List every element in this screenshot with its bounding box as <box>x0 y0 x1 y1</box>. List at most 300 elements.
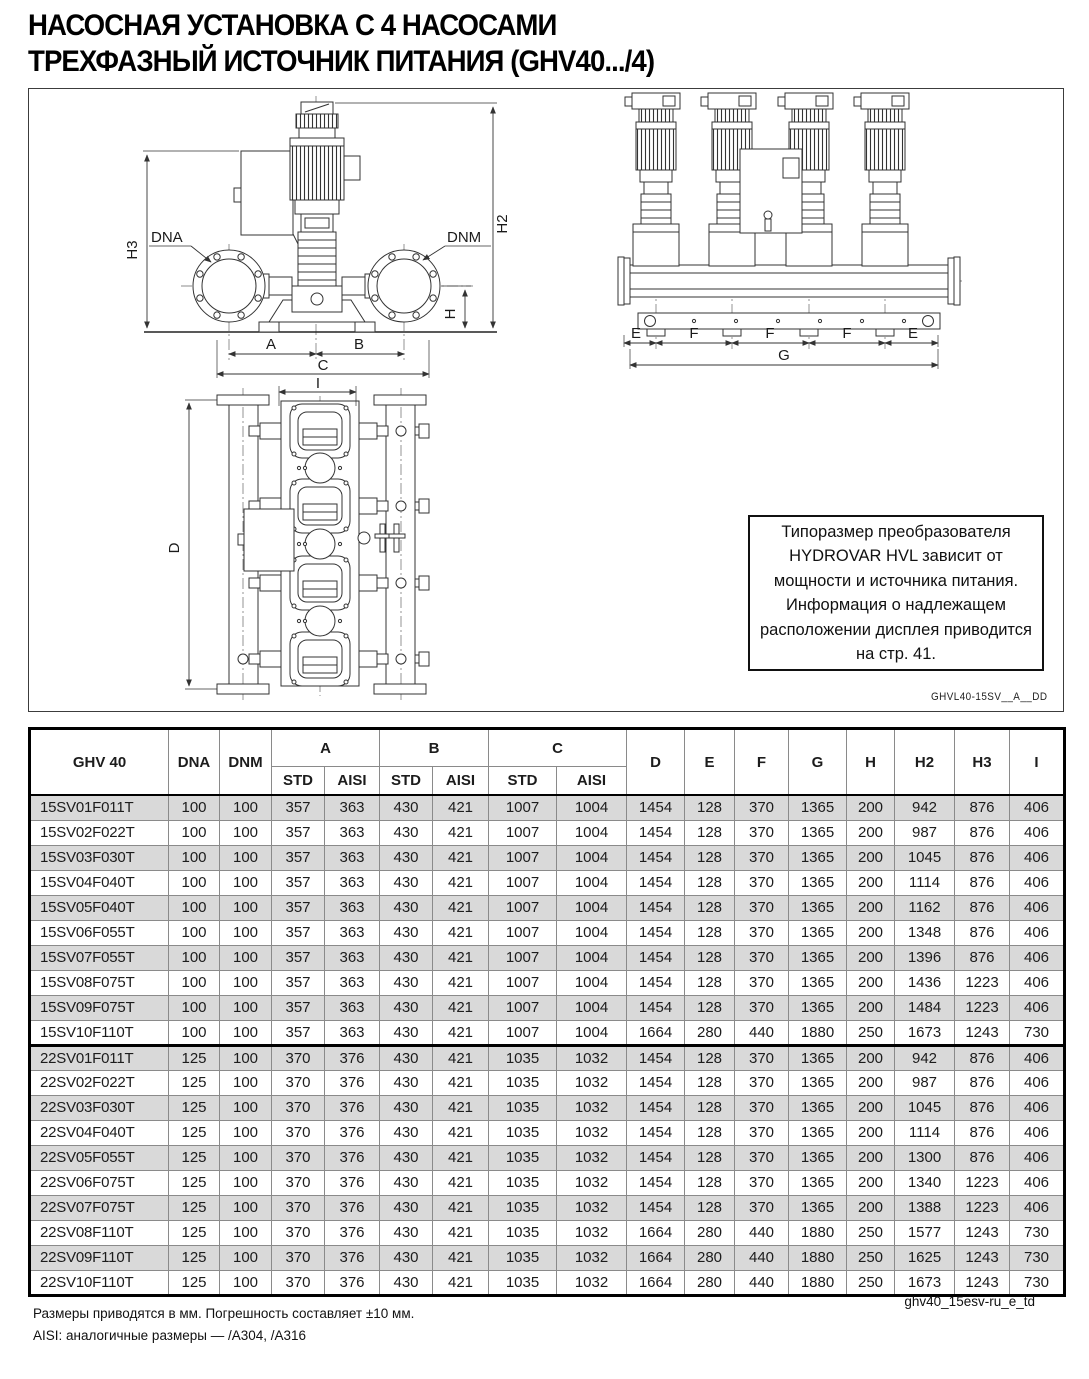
model-cell: 15SV05F040T <box>30 895 169 920</box>
header-e: E <box>685 729 735 796</box>
value-cell: 363 <box>325 845 380 870</box>
value-cell: 128 <box>685 1170 735 1195</box>
header-h3: H3 <box>955 729 1010 796</box>
page-title-line2: ТРЕХФАЗНЫЙ ИСТОЧНИК ПИТАНИЯ (GHV40.../4) <box>28 45 655 78</box>
table-row <box>30 1070 1065 1095</box>
value-cell: 406 <box>1010 920 1065 945</box>
dimensions-table <box>28 727 1066 1297</box>
value-cell: 406 <box>1010 1120 1065 1145</box>
dim-label-c: C <box>317 357 329 374</box>
value-cell: 1673 <box>895 1020 955 1045</box>
value-cell: 125 <box>169 1070 220 1095</box>
header-d: D <box>627 729 685 796</box>
value-cell: 1365 <box>789 895 847 920</box>
value-cell: 128 <box>685 1145 735 1170</box>
dim-label-i: I <box>315 376 321 392</box>
value-cell: 1365 <box>789 995 847 1020</box>
value-cell: 128 <box>685 1195 735 1220</box>
value-cell: 200 <box>847 945 895 970</box>
value-cell: 987 <box>895 820 955 845</box>
value-cell: 370 <box>735 970 789 995</box>
value-cell: 1365 <box>789 1045 847 1070</box>
value-cell: 370 <box>272 1170 325 1195</box>
value-cell: 1365 <box>789 970 847 995</box>
value-cell: 730 <box>1010 1245 1065 1270</box>
value-cell: 1007 <box>489 820 557 845</box>
page-title <box>28 8 709 80</box>
value-cell: 128 <box>685 995 735 1020</box>
value-cell: 280 <box>685 1245 735 1270</box>
dim-label-dna: DNA <box>151 229 183 246</box>
value-cell: 370 <box>735 1195 789 1220</box>
value-cell: 100 <box>169 970 220 995</box>
value-cell: 200 <box>847 820 895 845</box>
value-cell: 376 <box>325 1070 380 1095</box>
value-cell: 987 <box>895 1070 955 1095</box>
value-cell: 1035 <box>489 1070 557 1095</box>
value-cell: 100 <box>220 845 272 870</box>
value-cell: 250 <box>847 1270 895 1295</box>
model-cell: 22SV07F075T <box>30 1195 169 1220</box>
value-cell: 363 <box>325 895 380 920</box>
value-cell: 100 <box>169 920 220 945</box>
plan-view-drawing <box>151 376 481 706</box>
value-cell: 1880 <box>789 1270 847 1295</box>
value-cell: 421 <box>433 1120 489 1145</box>
value-cell: 100 <box>169 845 220 870</box>
value-cell: 430 <box>380 1020 433 1045</box>
value-cell: 1454 <box>627 995 685 1020</box>
value-cell: 1007 <box>489 995 557 1020</box>
value-cell: 1004 <box>557 845 627 870</box>
value-cell: 1032 <box>557 1095 627 1120</box>
value-cell: 250 <box>847 1020 895 1045</box>
note-line: на стр. 41. <box>856 645 936 663</box>
value-cell: 128 <box>685 845 735 870</box>
value-cell: 200 <box>847 1120 895 1145</box>
value-cell: 430 <box>380 1045 433 1070</box>
value-cell: 406 <box>1010 995 1065 1020</box>
note-line: расположении дисплея приводится <box>760 620 1032 639</box>
value-cell: 200 <box>847 1045 895 1070</box>
value-cell: 376 <box>325 1145 380 1170</box>
value-cell: 200 <box>847 795 895 820</box>
table-row <box>30 995 1065 1020</box>
subheader-a-aisi: AISI <box>325 767 380 796</box>
value-cell: 1396 <box>895 945 955 970</box>
value-cell: 370 <box>735 1070 789 1095</box>
value-cell: 100 <box>220 1120 272 1145</box>
value-cell: 1035 <box>489 1195 557 1220</box>
value-cell: 730 <box>1010 1220 1065 1245</box>
value-cell: 430 <box>380 1245 433 1270</box>
value-cell: 1454 <box>627 1045 685 1070</box>
value-cell: 250 <box>847 1245 895 1270</box>
value-cell: 100 <box>169 795 220 820</box>
value-cell: 200 <box>847 870 895 895</box>
value-cell: 1365 <box>789 920 847 945</box>
table-row <box>30 1120 1065 1145</box>
value-cell: 128 <box>685 920 735 945</box>
value-cell: 100 <box>220 945 272 970</box>
model-cell: 15SV01F011T <box>30 795 169 820</box>
value-cell: 406 <box>1010 1045 1065 1070</box>
value-cell: 1454 <box>627 1070 685 1095</box>
value-cell: 1454 <box>627 820 685 845</box>
subheader-a-std: STD <box>272 767 325 796</box>
value-cell: 1365 <box>789 1070 847 1095</box>
value-cell: 1045 <box>895 845 955 870</box>
value-cell: 406 <box>1010 1195 1065 1220</box>
value-cell: 440 <box>735 1270 789 1295</box>
value-cell: 1004 <box>557 995 627 1020</box>
table-row <box>30 1045 1065 1070</box>
value-cell: 100 <box>220 1220 272 1245</box>
value-cell: 1032 <box>557 1070 627 1095</box>
value-cell: 1004 <box>557 1020 627 1045</box>
value-cell: 100 <box>220 870 272 895</box>
table-row <box>30 795 1065 820</box>
model-cell: 22SV10F110T <box>30 1270 169 1295</box>
value-cell: 370 <box>735 945 789 970</box>
value-cell: 1454 <box>627 1120 685 1145</box>
value-cell: 421 <box>433 920 489 945</box>
side-view-drawing <box>616 91 1036 381</box>
value-cell: 357 <box>272 1020 325 1045</box>
value-cell: 421 <box>433 1070 489 1095</box>
value-cell: 406 <box>1010 970 1065 995</box>
value-cell: 1035 <box>489 1220 557 1245</box>
model-cell: 15SV10F110T <box>30 1020 169 1045</box>
value-cell: 406 <box>1010 1070 1065 1095</box>
value-cell: 406 <box>1010 895 1065 920</box>
value-cell: 1243 <box>955 1220 1010 1245</box>
dim-label-g: G <box>778 347 790 364</box>
value-cell: 876 <box>955 945 1010 970</box>
value-cell: 1004 <box>557 970 627 995</box>
model-cell: 15SV02F022T <box>30 820 169 845</box>
value-cell: 376 <box>325 1195 380 1220</box>
value-cell: 370 <box>735 895 789 920</box>
value-cell: 430 <box>380 1070 433 1095</box>
value-cell: 370 <box>272 1245 325 1270</box>
value-cell: 1880 <box>789 1220 847 1245</box>
note-line: Информация о надлежащем <box>785 596 1007 614</box>
value-cell: 1340 <box>895 1170 955 1195</box>
value-cell: 1664 <box>627 1220 685 1245</box>
value-cell: 100 <box>220 1270 272 1295</box>
dim-label-d: D <box>166 542 183 554</box>
dim-label-a: A <box>265 336 277 353</box>
value-cell: 280 <box>685 1020 735 1045</box>
value-cell: 1243 <box>955 1270 1010 1295</box>
value-cell: 1035 <box>489 1095 557 1120</box>
value-cell: 730 <box>1010 1270 1065 1295</box>
value-cell: 1625 <box>895 1245 955 1270</box>
value-cell: 1032 <box>557 1145 627 1170</box>
value-cell: 1004 <box>557 920 627 945</box>
value-cell: 363 <box>325 820 380 845</box>
dim-label-f2: F <box>765 325 775 342</box>
value-cell: 1032 <box>557 1245 627 1270</box>
value-cell: 430 <box>380 970 433 995</box>
value-cell: 100 <box>220 895 272 920</box>
value-cell: 100 <box>220 1045 272 1070</box>
table-row <box>30 1195 1065 1220</box>
value-cell: 421 <box>433 945 489 970</box>
model-cell: 15SV04F040T <box>30 870 169 895</box>
value-cell: 1436 <box>895 970 955 995</box>
hydrovar-note-box <box>748 515 1044 671</box>
value-cell: 1300 <box>895 1145 955 1170</box>
value-cell: 200 <box>847 920 895 945</box>
value-cell: 128 <box>685 1095 735 1120</box>
dim-label-f1: F <box>689 325 699 342</box>
value-cell: 370 <box>272 1195 325 1220</box>
model-cell: 22SV01F011T <box>30 1045 169 1070</box>
value-cell: 128 <box>685 970 735 995</box>
value-cell: 370 <box>735 1095 789 1120</box>
value-cell: 406 <box>1010 795 1065 820</box>
value-cell: 942 <box>895 1045 955 1070</box>
value-cell: 421 <box>433 1245 489 1270</box>
table-row <box>30 870 1065 895</box>
value-cell: 421 <box>433 1220 489 1245</box>
value-cell: 357 <box>272 820 325 845</box>
value-cell: 406 <box>1010 820 1065 845</box>
value-cell: 128 <box>685 1120 735 1145</box>
value-cell: 200 <box>847 895 895 920</box>
value-cell: 1243 <box>955 1245 1010 1270</box>
value-cell: 1365 <box>789 1120 847 1145</box>
footer-note-aisi: AISI: аналогичные размеры — /А304, /А316 <box>33 1328 307 1343</box>
value-cell: 430 <box>380 895 433 920</box>
value-cell: 1365 <box>789 845 847 870</box>
header-dnm: DNM <box>220 729 272 796</box>
value-cell: 357 <box>272 845 325 870</box>
value-cell: 363 <box>325 995 380 1020</box>
model-cell: 22SV09F110T <box>30 1245 169 1270</box>
value-cell: 421 <box>433 1095 489 1120</box>
table-row <box>30 1170 1065 1195</box>
value-cell: 370 <box>272 1045 325 1070</box>
value-cell: 363 <box>325 795 380 820</box>
value-cell: 128 <box>685 870 735 895</box>
value-cell: 357 <box>272 995 325 1020</box>
footer-note-dimensions: Размеры приводятся в мм. Погрешность составляет ±10 мм. <box>33 1306 415 1321</box>
value-cell: 1454 <box>627 920 685 945</box>
value-cell: 1664 <box>627 1270 685 1295</box>
value-cell: 430 <box>380 1145 433 1170</box>
model-cell: 22SV02F022T <box>30 1070 169 1095</box>
value-cell: 1223 <box>955 1195 1010 1220</box>
value-cell: 430 <box>380 995 433 1020</box>
value-cell: 357 <box>272 870 325 895</box>
value-cell: 1454 <box>627 1095 685 1120</box>
model-cell: 15SV09F075T <box>30 995 169 1020</box>
model-cell: 22SV08F110T <box>30 1220 169 1245</box>
value-cell: 876 <box>955 1145 1010 1170</box>
document-code: ghv40_15esv-ru_e_td <box>904 1294 1035 1309</box>
header-model: GHV 40 <box>30 729 169 796</box>
table-row <box>30 895 1065 920</box>
subheader-b-aisi: AISI <box>433 767 489 796</box>
value-cell: 1388 <box>895 1195 955 1220</box>
value-cell: 376 <box>325 1095 380 1120</box>
value-cell: 421 <box>433 1170 489 1195</box>
value-cell: 100 <box>220 820 272 845</box>
value-cell: 128 <box>685 1045 735 1070</box>
value-cell: 1035 <box>489 1170 557 1195</box>
value-cell: 125 <box>169 1270 220 1295</box>
value-cell: 1004 <box>557 870 627 895</box>
value-cell: 1365 <box>789 1095 847 1120</box>
table-row <box>30 820 1065 845</box>
value-cell: 1223 <box>955 970 1010 995</box>
value-cell: 876 <box>955 920 1010 945</box>
value-cell: 128 <box>685 795 735 820</box>
value-cell: 406 <box>1010 945 1065 970</box>
value-cell: 100 <box>169 895 220 920</box>
value-cell: 1007 <box>489 870 557 895</box>
value-cell: 730 <box>1010 1020 1065 1045</box>
subheader-b-std: STD <box>380 767 433 796</box>
value-cell: 370 <box>735 845 789 870</box>
value-cell: 1880 <box>789 1245 847 1270</box>
value-cell: 1007 <box>489 920 557 945</box>
value-cell: 430 <box>380 1220 433 1245</box>
value-cell: 1004 <box>557 820 627 845</box>
value-cell: 363 <box>325 945 380 970</box>
dim-label-h3: H3 <box>124 240 141 260</box>
table-row <box>30 1095 1065 1120</box>
value-cell: 125 <box>169 1195 220 1220</box>
value-cell: 370 <box>272 1095 325 1120</box>
value-cell: 1004 <box>557 945 627 970</box>
value-cell: 876 <box>955 1045 1010 1070</box>
value-cell: 876 <box>955 1095 1010 1120</box>
value-cell: 370 <box>735 995 789 1020</box>
value-cell: 200 <box>847 970 895 995</box>
value-cell: 100 <box>220 995 272 1020</box>
value-cell: 370 <box>272 1120 325 1145</box>
value-cell: 125 <box>169 1045 220 1070</box>
value-cell: 430 <box>380 1095 433 1120</box>
table-row <box>30 945 1065 970</box>
value-cell: 1007 <box>489 970 557 995</box>
value-cell: 1007 <box>489 945 557 970</box>
value-cell: 100 <box>220 970 272 995</box>
header-dna: DNA <box>169 729 220 796</box>
value-cell: 1007 <box>489 895 557 920</box>
value-cell: 1880 <box>789 1020 847 1045</box>
table-row <box>30 920 1065 945</box>
value-cell: 370 <box>735 1145 789 1170</box>
value-cell: 421 <box>433 1045 489 1070</box>
value-cell: 430 <box>380 1270 433 1295</box>
value-cell: 430 <box>380 820 433 845</box>
value-cell: 430 <box>380 945 433 970</box>
header-i: I <box>1010 729 1065 796</box>
value-cell: 128 <box>685 820 735 845</box>
value-cell: 370 <box>735 1045 789 1070</box>
value-cell: 1162 <box>895 895 955 920</box>
value-cell: 357 <box>272 970 325 995</box>
value-cell: 406 <box>1010 1095 1065 1120</box>
value-cell: 370 <box>272 1220 325 1245</box>
value-cell: 430 <box>380 1170 433 1195</box>
value-cell: 376 <box>325 1245 380 1270</box>
value-cell: 100 <box>169 945 220 970</box>
value-cell: 421 <box>433 845 489 870</box>
value-cell: 128 <box>685 895 735 920</box>
value-cell: 100 <box>169 820 220 845</box>
value-cell: 1664 <box>627 1245 685 1270</box>
value-cell: 406 <box>1010 1170 1065 1195</box>
value-cell: 406 <box>1010 1145 1065 1170</box>
value-cell: 357 <box>272 945 325 970</box>
value-cell: 1454 <box>627 895 685 920</box>
value-cell: 363 <box>325 970 380 995</box>
value-cell: 200 <box>847 1145 895 1170</box>
value-cell: 100 <box>220 1020 272 1045</box>
value-cell: 200 <box>847 1070 895 1095</box>
model-cell: 22SV05F055T <box>30 1145 169 1170</box>
model-cell: 15SV08F075T <box>30 970 169 995</box>
subheader-c-std: STD <box>489 767 557 796</box>
value-cell: 125 <box>169 1245 220 1270</box>
value-cell: 125 <box>169 1120 220 1145</box>
value-cell: 430 <box>380 920 433 945</box>
value-cell: 370 <box>735 820 789 845</box>
value-cell: 200 <box>847 995 895 1020</box>
dim-label-dnm: DNM <box>447 229 482 246</box>
value-cell: 100 <box>169 870 220 895</box>
value-cell: 376 <box>325 1170 380 1195</box>
value-cell: 200 <box>847 1195 895 1220</box>
value-cell: 363 <box>325 870 380 895</box>
value-cell: 100 <box>220 1245 272 1270</box>
value-cell: 125 <box>169 1170 220 1195</box>
value-cell: 100 <box>220 920 272 945</box>
model-cell: 15SV06F055T <box>30 920 169 945</box>
value-cell: 125 <box>169 1220 220 1245</box>
value-cell: 357 <box>272 895 325 920</box>
value-cell: 1577 <box>895 1220 955 1245</box>
value-cell: 280 <box>685 1220 735 1245</box>
value-cell: 357 <box>272 795 325 820</box>
value-cell: 1365 <box>789 820 847 845</box>
value-cell: 125 <box>169 1145 220 1170</box>
value-cell: 1454 <box>627 1145 685 1170</box>
value-cell: 1223 <box>955 995 1010 1020</box>
table-row <box>30 1145 1065 1170</box>
value-cell: 1365 <box>789 945 847 970</box>
value-cell: 370 <box>735 1170 789 1195</box>
value-cell: 1454 <box>627 945 685 970</box>
value-cell: 1664 <box>627 1020 685 1045</box>
value-cell: 1114 <box>895 870 955 895</box>
value-cell: 100 <box>169 1020 220 1045</box>
value-cell: 1454 <box>627 1170 685 1195</box>
value-cell: 100 <box>169 995 220 1020</box>
dim-label-f3: F <box>842 325 852 342</box>
value-cell: 100 <box>220 1170 272 1195</box>
value-cell: 1035 <box>489 1245 557 1270</box>
model-cell: 15SV07F055T <box>30 945 169 970</box>
value-cell: 942 <box>895 795 955 820</box>
table-row <box>30 1220 1065 1245</box>
